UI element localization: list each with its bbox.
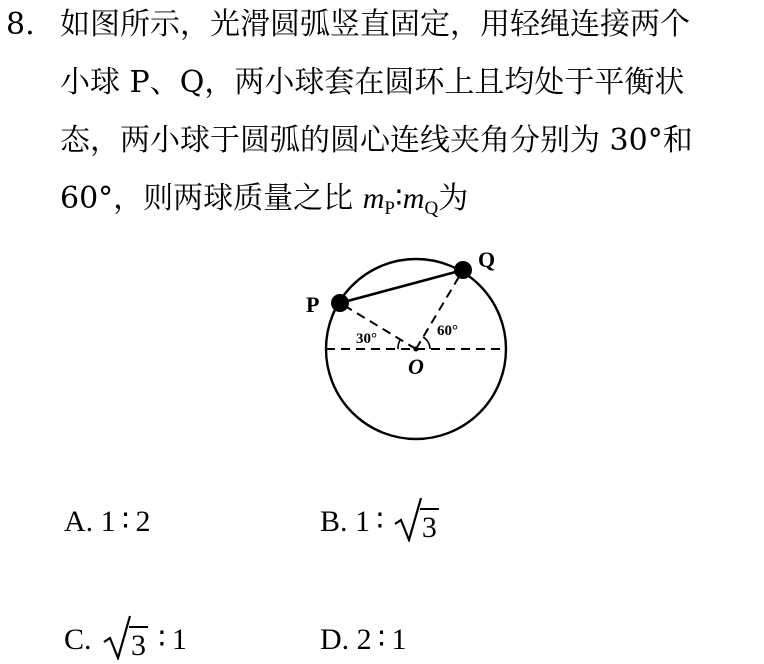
angle-label-60: 60°	[437, 323, 458, 339]
question-line-3: 态，两小球于圆弧的圆心连线夹角分别为 30°和	[60, 123, 693, 158]
option-b-radicand: 3	[420, 508, 439, 546]
option-d-right: 1	[391, 623, 407, 656]
question-line-4-tail: 为	[438, 181, 469, 216]
option-b-letter: B.	[320, 505, 348, 538]
question-line-1: 如图所示，光滑圆弧竖直固定，用轻绳连接两个	[60, 7, 690, 42]
option-a-right: 2	[135, 505, 151, 538]
option-d-left: 2	[356, 623, 372, 656]
option-d-colon: ∶	[377, 623, 386, 656]
radical-sign-icon	[394, 496, 422, 542]
question-line-4	[60, 182, 468, 226]
mass-p-subscript: P	[384, 198, 395, 219]
option-c-sqrt	[103, 620, 148, 660]
label-o: O	[408, 354, 424, 379]
radius-op-dashed	[340, 303, 416, 349]
string-pq	[340, 270, 463, 303]
center-point-o	[414, 347, 419, 352]
ball-q	[454, 261, 472, 279]
option-b-left: 1	[355, 505, 371, 538]
option-c-radicand: 3	[129, 626, 148, 664]
circle-diagram	[300, 240, 530, 450]
option-c-letter: C.	[64, 623, 92, 656]
option-b-sqrt	[394, 502, 439, 542]
option-a[interactable]	[64, 502, 150, 542]
label-q: Q	[478, 247, 496, 272]
question-line-2: 小球 P、Q，两小球套在圆环上且均处于平衡状	[60, 65, 685, 100]
option-c-right: 1	[171, 623, 187, 656]
ball-p	[331, 294, 349, 312]
option-a-letter: A.	[64, 505, 94, 538]
option-a-left: 1	[100, 505, 116, 538]
option-d[interactable]	[320, 620, 406, 660]
mass-ratio-colon: ∶	[394, 181, 403, 216]
angle-arc-60	[423, 337, 430, 349]
question-number: 8.	[6, 7, 35, 42]
option-c[interactable]	[64, 620, 187, 660]
angle-label-30: 30°	[356, 331, 377, 347]
mass-p-symbol: m	[362, 182, 385, 215]
angle-arc-30	[398, 340, 400, 349]
mass-q-subscript: Q	[424, 198, 439, 219]
radical-sign-icon	[103, 614, 131, 660]
label-p: P	[306, 292, 320, 317]
question-line-4-text: 60°，则两球质量之比	[60, 181, 363, 216]
option-b[interactable]	[320, 502, 443, 542]
option-b-colon: ∶	[376, 505, 384, 538]
option-d-letter: D.	[320, 623, 350, 656]
option-a-colon: ∶	[121, 505, 130, 538]
mass-q-symbol: m	[402, 182, 425, 215]
option-c-colon: ∶	[158, 623, 166, 656]
